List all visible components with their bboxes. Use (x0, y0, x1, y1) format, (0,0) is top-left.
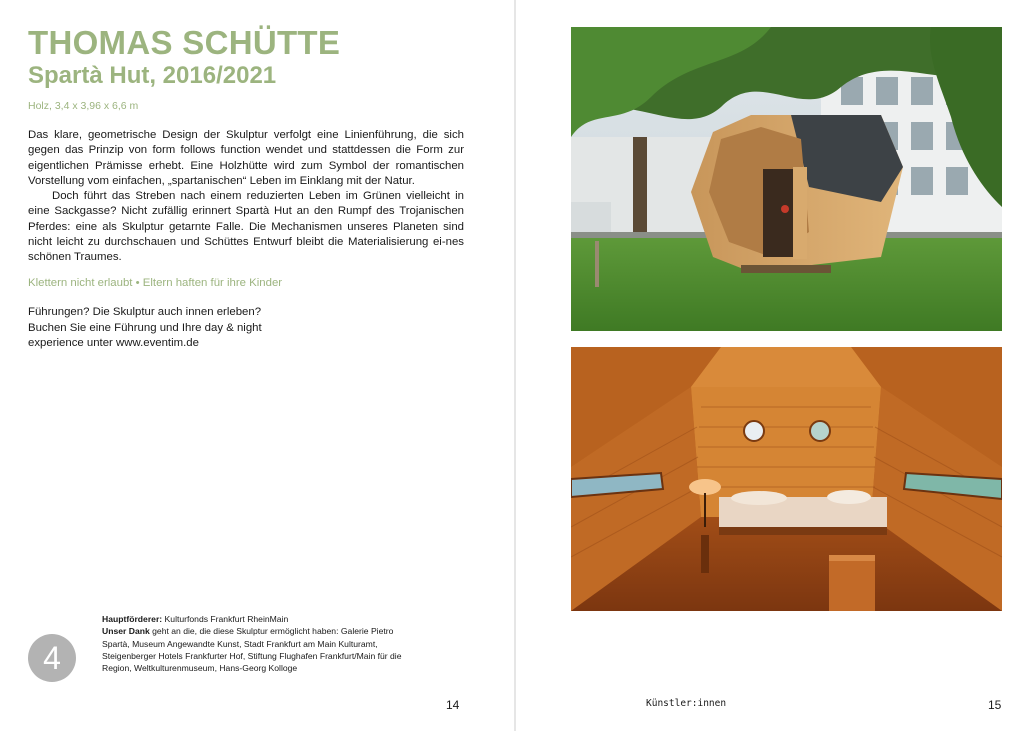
tour-line: experience unter www.eventim.de (28, 337, 199, 349)
thanks-label: Unser Dank (102, 626, 150, 637)
materials-dimensions: Holz, 3,4 x 3,96 x 6,6 m (28, 100, 139, 112)
page-number-right: 15 (988, 698, 1002, 712)
safety-notice: Klettern nicht erlaubt • Eltern haften für ihre Kinder (28, 277, 283, 289)
work-title: Spartà Hut, 2016/2021 (28, 62, 277, 89)
artist-name: THOMAS SCHÜTTE (28, 24, 341, 61)
thanks-line (102, 625, 402, 674)
description-text (28, 128, 464, 266)
paragraph-2: Doch führt das Streben nach einem reduzierten Leben im Grünen vielleicht in eine Sackgasse? Nicht zufällig erinnert Spartà Hut an den Rumpf des Trojanischen Pferdes: eine als Skulptur getarnte Falle. Die Mechanismen unseres Planeten sind nicht leicht zu durchschauen und Schüttes Entwurf bleibt die Materialisierung ei-nes schönen Traumes. (28, 190, 464, 264)
paragraph-1: Das klare, geometrische Design der Skulptur verfolgt eine Linienführung, die sich gegen das Prinzip von form follows function wendet und stattdessen die Form zur eigentlichen Prämisse erhebt. Eine Holzhütte wird zum Symbol der romantischen Vorstellung vom einfachen, „spartanischen“ Leben im Einklang mit der Natur. (28, 129, 464, 187)
sponsor-line (102, 613, 402, 625)
interior-photo (571, 347, 1002, 611)
tour-line: Buchen Sie eine Führung und Ihre day & night (28, 321, 262, 334)
section-label: Künstler:innen (646, 698, 727, 709)
credits (102, 613, 402, 674)
sponsor-label: Hauptförderer: (102, 614, 163, 624)
page-number-left: 14 (446, 698, 460, 712)
tour-line: Führungen? Die Skulptur auch innen erleben? (28, 306, 262, 318)
left-page (0, 0, 514, 731)
exterior-photo (571, 27, 1002, 331)
thanks-value: geht an die, die diese Skulptur ermöglicht haben: Galerie Pietro Spartà, Museum Angewandte Kunst, Stadt Frankfurt am Main Kulturamt, Steigenberger Hotels Frankfurter Hof, Stiftung Flughafen Frankfurt/Main für die Region, Weltkulturenmuseum, Hans-Georg Kolloge (102, 626, 402, 674)
sponsor-value: Kulturfonds Frankfurt RheinMain (162, 614, 289, 624)
tour-info (28, 305, 262, 352)
artwork-number-badge: 4 (28, 634, 76, 682)
